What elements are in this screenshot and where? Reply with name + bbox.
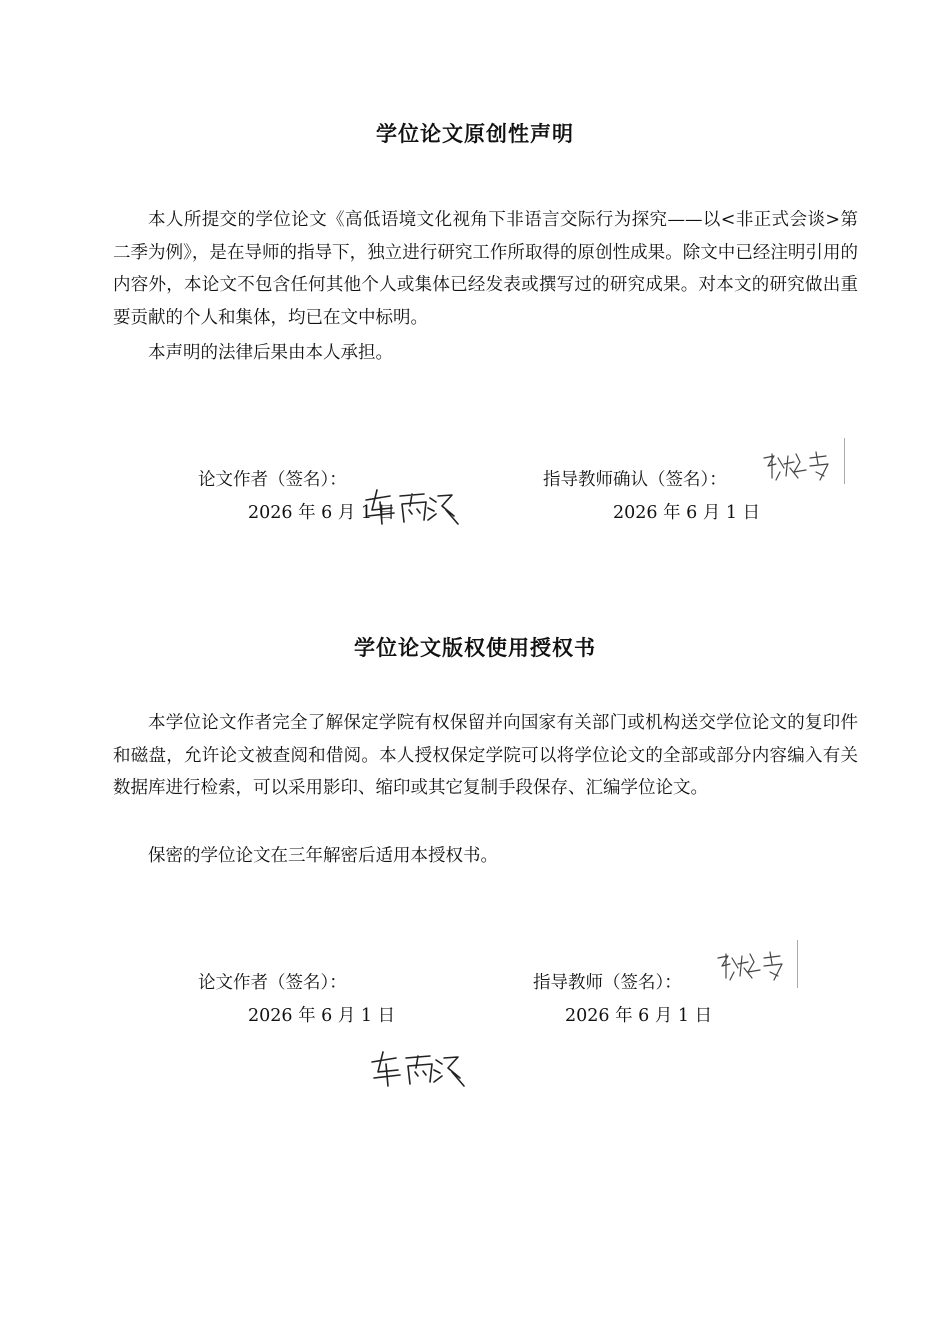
declaration-title: 学位论文原创性声明	[376, 122, 574, 146]
authorization-author-date: 2026 年 6 月 1 日	[248, 1006, 396, 1026]
declaration-body: 本人所提交的学位论文《高低语境文化视角下非语言交际行为探究——以<非正式会谈>第二季为例》，是在导师的指导下，独立进行研究工作所取得的原创性成果。除文中已经注明引用的内容外，本论文不包含任何其他个人或集体已经发表或撰写过的研究成果。对本文的研究做出重要贡献的个人和集体，均已在文中标明。	[113, 210, 858, 328]
authorization-supervisor-label: 指导教师（签名）：	[533, 973, 682, 993]
supervisor-signature-edge	[797, 940, 798, 988]
supervisor-signature-image	[760, 450, 832, 484]
authorization-confidential: 保密的学位论文在三年解密后适用本授权书。	[148, 846, 498, 866]
authorization-title: 学位论文版权使用授权书	[354, 636, 596, 660]
authorization-supervisor-date: 2026 年 6 月 1 日	[565, 1006, 713, 1026]
declaration-author-label: 论文作者（签名）：	[198, 470, 347, 490]
authorization-author-label: 论文作者（签名）：	[198, 973, 347, 993]
supervisor-signature-image	[714, 950, 786, 984]
declaration-supervisor-label: 指导教师确认（签名）：	[543, 470, 727, 490]
authorization-body: 本学位论文作者完全了解保定学院有权保留并向国家有关部门或机构送交学位论文的复印件和磁盘，允许论文被查阅和借阅。本人授权保定学院可以将学位论文的全部或部分内容编入有关数据库进行检索，可以采用影印、缩印或其它复制手段保存、汇编学位论文。	[113, 713, 858, 798]
author-signature-image	[362, 486, 462, 528]
declaration-supervisor-date: 2026 年 6 月 1 日	[613, 503, 761, 523]
declaration-author-date: 2026 年 6 月 1 日	[248, 503, 396, 523]
supervisor-signature-edge	[844, 438, 845, 484]
declaration-liability: 本声明的法律后果由本人承担。	[148, 343, 393, 363]
author-signature-image	[368, 1048, 468, 1090]
